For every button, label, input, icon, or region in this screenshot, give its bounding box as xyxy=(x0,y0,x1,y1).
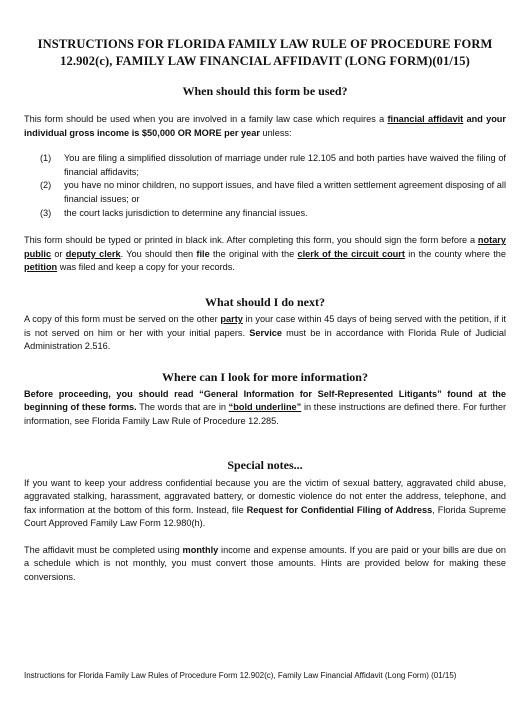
conditions-list xyxy=(40,152,506,220)
section-heading-special: Special notes... xyxy=(227,457,303,472)
paragraph-filing: This form should be typed or printed in black ink. After completing this form, you should sign the form before a notary public or deputy clerk. You should then file the original with the clerk of the circuit court in the county where the petition was filed and keep a copy for your records. xyxy=(24,235,506,273)
title-line-2: 12.902(c), FAMILY LAW FINANCIAL AFFIDAVIT (LONG FORM)(01/15) xyxy=(60,54,470,68)
paragraph-info: Before proceeding, you should read “General Information for Self-Represented Litigants” found at the beginning of these forms. The words that are in “bold underline” in these instructions are defined there. For further information, see Florida Family Law Rule of Procedure 12.285. xyxy=(24,388,507,426)
term-notary-public[interactable]: notary public xyxy=(24,235,506,259)
term-clerk-of-circuit-court[interactable]: clerk of the circuit court xyxy=(297,248,405,259)
section-heading-info: Where can I look for more information? xyxy=(162,369,368,384)
title-line-1: INSTRUCTIONS FOR FLORIDA FAMILY LAW RULE OF PROCEDURE FORM xyxy=(37,37,493,51)
term-bold-underline[interactable]: “bold underline” xyxy=(228,402,302,413)
page-footer: Instructions for Florida Family Law Rules of Procedure Form 12.902(c), Family Law Financial Affidavit (Long Form) (01/15) xyxy=(24,671,457,680)
list-item: (1) You are filing a simplified dissolution of marriage under rule 12.105 and both parties have waived the filing of financial affidavits; xyxy=(40,153,506,177)
term-party[interactable]: party xyxy=(220,313,243,324)
paragraph-monthly: The affidavit must be completed using monthly income and expense amounts. If you are paid or your bills are due on a schedule which is not monthly, you must convert those amounts. Hints are provided below for making these conversions. xyxy=(24,544,506,583)
term-petition[interactable]: petition xyxy=(24,262,58,273)
term-deputy-clerk[interactable]: deputy clerk xyxy=(65,248,121,259)
section-heading-when: When should this form be used? xyxy=(182,84,348,98)
paragraph-when-intro: This form should be used when you are involved in a family law case which requires a financial affidavit and your individual gross income is $50,000 OR MORE per year unless: xyxy=(24,114,506,138)
document-page xyxy=(24,36,506,585)
document-title xyxy=(24,36,506,70)
paragraph-next: A copy of this form must be served on the other party in your case within 45 days of being served with the petition, if it is not served on him or her with your initial papers. Service must be in accordance with Florida Rule of Judicial Administration 2.516. xyxy=(24,313,507,352)
paragraph-confidential: If you want to keep your address confidential because you are the victim of sexual battery, aggravated child abuse, aggravated stalking, harassment, aggravated battery, or domestic violence do not enter the address, telephone, and fax information at the bottom of this form. Instead, file Request for Confidential Filing of Address, Florida Supreme Court Approved Family Law Form 12.980(h). xyxy=(24,477,506,529)
section-heading-next: What should I do next? xyxy=(204,294,326,309)
list-item: (2) you have no minor children, no support issues, and have filed a written settlement agreement disposing of all financial issues; or xyxy=(40,180,506,204)
list-item: (3) the court lacks jurisdiction to determine any financial issues. xyxy=(40,207,308,218)
term-financial-affidavit[interactable]: financial affidavit xyxy=(387,114,464,124)
